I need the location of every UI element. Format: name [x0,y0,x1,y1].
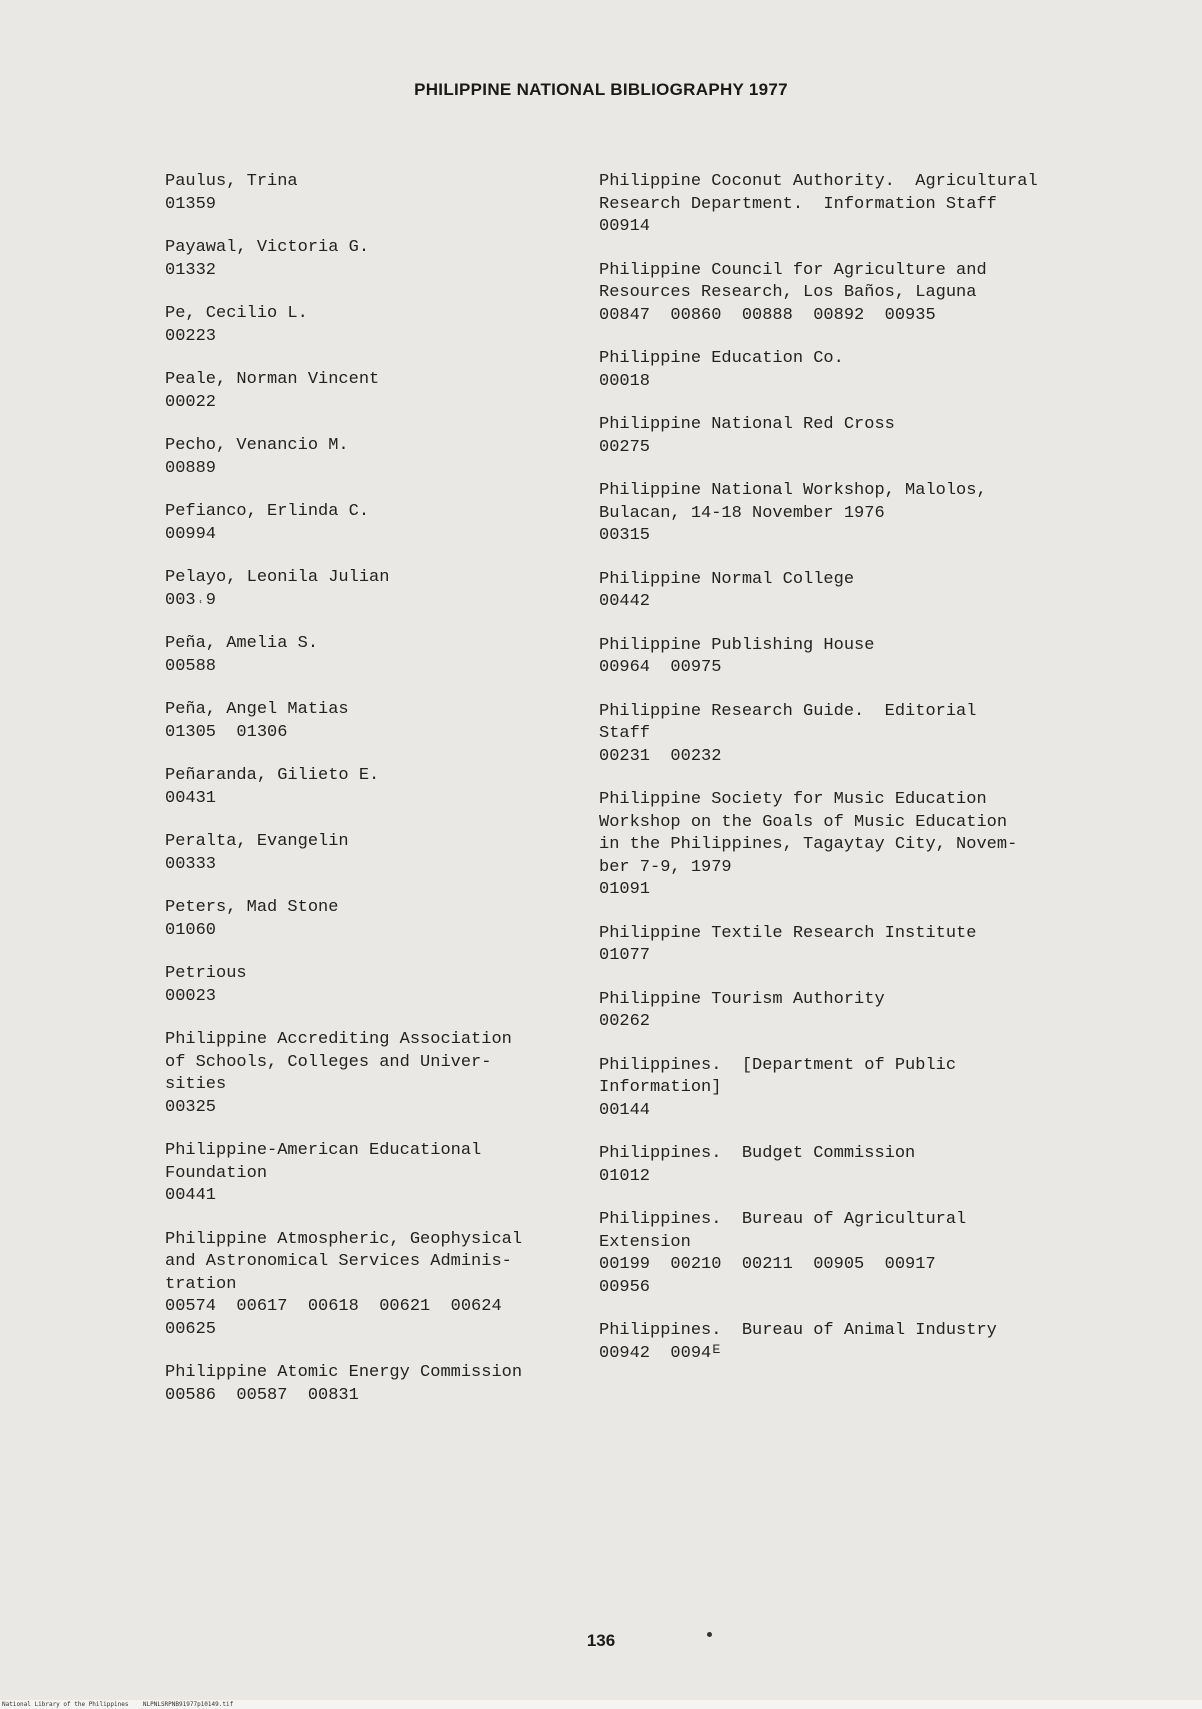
index-entry [599,1320,1079,1365]
index-entry [599,260,1079,328]
index-entry [165,633,585,678]
index-entry [599,989,1079,1034]
entry-record-numbers: 00441 [165,1186,217,1205]
entry-record-numbers: 01359 [165,194,217,214]
entry-record-numbers: 01060 [165,920,217,940]
entry-record-numbers: 00914 [599,217,651,236]
entry-record-numbers: 00275 [599,437,651,457]
entry-record-numbers: 00994 [165,524,217,544]
entry-name: Philippine Atomic Energy Commission [165,1363,523,1382]
entry-record-numbers: 00586 00587 00831 [165,1385,359,1405]
index-entry [165,171,585,216]
entry-name: Philippine Textile Research Institute [599,923,977,943]
entry-name: Pe, Cecilio L. [165,304,308,323]
index-entry [165,1229,585,1342]
entry-name: Philippine National Red Cross [599,415,895,434]
entry-name: Peters, Mad Stone [165,898,339,917]
index-entry [599,1143,1079,1188]
entry-name: Philippine National Workshop, Malolos, Bulacan, 14-18 November 1976 [599,481,987,523]
entry-record-numbers: 003˓9 [165,590,217,610]
index-entry [599,171,1079,239]
entry-name: Peralta, Evangelin [165,832,349,851]
entry-record-numbers: 00964 00975 [599,658,722,677]
entry-name: Philippine Council for Agriculture and Resources Research, Los Baños, Laguna [599,260,987,302]
index-entry [599,1209,1079,1299]
entry-name: Pelayo, Leonila Julian [165,568,390,587]
entry-name: Philippine Education Co. [599,349,844,368]
entry-name: Philippine Normal College [599,569,855,589]
index-entry [165,699,585,744]
index-entry [165,501,585,546]
entry-name: Peña, Amelia S. [165,634,319,653]
entry-name: Philippines. Budget Commission [599,1144,916,1163]
entry-record-numbers: 00018 [599,371,651,391]
entry-name: Philippine-American Educational Foundation [165,1141,482,1183]
entry-record-numbers: 00022 [165,392,217,412]
entry-record-numbers: 00333 [165,854,217,874]
page-dot-mark [707,1632,712,1637]
entry-record-numbers: 00942 0094ᴱ [599,1343,722,1363]
index-entry [599,923,1079,968]
entry-name: Philippine Tourism Authority [599,989,885,1009]
entry-name: Philippine Coconut Authority. Agricultural Research Department. Information Staff [599,172,1038,214]
index-entry [165,369,585,414]
entry-name: Peale, Norman Vincent [165,370,380,389]
page-title: PHILIPPINE NATIONAL BIBLIOGRAPHY 1977 [414,80,788,99]
index-entry [165,237,585,282]
entry-record-numbers: 00889 [165,458,217,478]
entry-name: Petrious [165,964,247,983]
index-entry [599,348,1079,393]
index-entry [599,1055,1079,1123]
index-entry [165,567,585,612]
entry-name: Philippine Accrediting Association of Schools, Colleges and Univer- sities [165,1030,512,1094]
index-entry [165,1362,585,1407]
page-number: 136 [586,1631,616,1650]
entry-name: Peña, Angel Matias [165,700,349,719]
entry-record-numbers: 00199 00210 00211 00905 00917 00956 [599,1255,936,1297]
entry-record-numbers: 01332 [165,260,217,280]
index-entry [599,635,1079,680]
entry-record-numbers: 00442 [599,592,651,611]
entry-record-numbers: 00325 [165,1097,217,1117]
entry-record-numbers: 00144 [599,1100,651,1120]
entry-name: Peñaranda, Gilieto E. [165,766,380,785]
entry-name: Pefianco, Erlinda C. [165,502,370,521]
index-entry [165,1029,585,1119]
entry-record-numbers: 01077 [599,946,651,965]
index-entry [165,1140,585,1208]
entry-name: Philippine Atmospheric, Geophysical and Astronomical Services Adminis- tration [165,1229,523,1294]
entry-name: Philippine Society for Music Education Workshop on the Goals of Music Education in the Philippines, Tagaytay City, Novem- ber 7-9, 1979 [599,790,1018,877]
entry-record-numbers: 01091 [599,880,651,899]
left-column [165,171,585,1428]
entry-record-numbers: 00223 [165,326,217,346]
entry-name: Philippine Research Guide. Editorial Staff [599,701,977,743]
entry-name: Philippines. [Department of Public Information] [599,1055,957,1097]
entry-record-numbers: 00574 00617 00618 00621 00624 00625 [165,1297,502,1339]
index-entry [599,701,1079,769]
index-entry [599,414,1079,459]
entry-name: Payawal, Victoria G. [165,238,370,257]
entry-name: Philippines. Bureau of Agricultural Extension [599,1210,967,1252]
index-entry [165,303,585,348]
index-entry [599,480,1079,548]
entry-name: Paulus, Trina [165,172,298,191]
entry-record-numbers: 00431 [165,788,217,808]
entry-record-numbers: 01012 [599,1166,651,1186]
index-entry [599,789,1079,902]
entry-name: Philippine Publishing House [599,635,875,655]
entry-record-numbers: 00847 00860 00888 00892 00935 [599,305,936,325]
entry-record-numbers: 00023 [165,986,217,1006]
right-column [599,171,1079,1386]
entry-record-numbers: 00315 [599,526,651,545]
index-entry [165,897,585,942]
entry-record-numbers: 00588 [165,656,217,676]
index-entry [165,831,585,876]
entry-record-numbers: 00231 00232 [599,746,722,766]
index-entry [165,435,585,480]
index-entry [165,765,585,810]
scan-info: National Library of the Philippines NLPNLSRPNB91977p10149.tif [2,1701,234,1708]
index-entry [599,569,1079,614]
entry-record-numbers: 00262 [599,1012,651,1031]
entry-name: Philippines. Bureau of Animal Industry [599,1321,997,1340]
entry-name: Pecho, Venancio M. [165,436,349,455]
entry-record-numbers: 01305 01306 [165,722,288,742]
index-entry [165,963,585,1008]
